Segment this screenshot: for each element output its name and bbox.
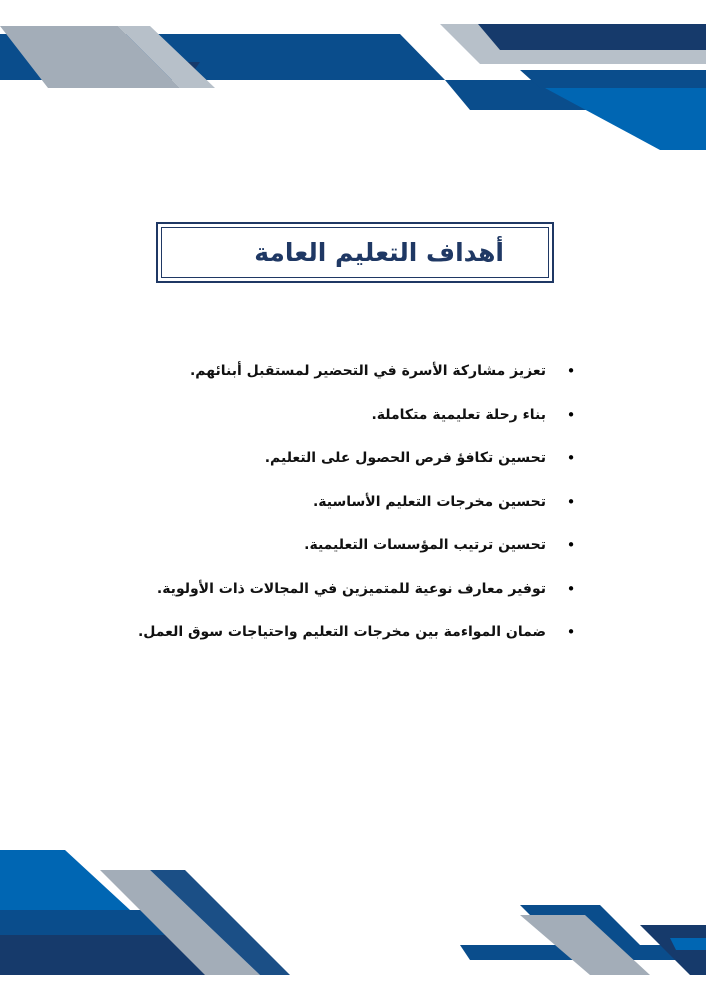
- title-box: [156, 222, 554, 283]
- bullet-icon: •: [566, 405, 576, 424]
- goal-text: ضمان المواءمة بين مخرجات التعليم واحتياجات سوق العمل.: [137, 624, 546, 640]
- goal-text: تحسين ترتيب المؤسسات التعليمية.: [304, 537, 546, 553]
- bullet-icon: •: [566, 579, 576, 598]
- list-item: [90, 404, 582, 448]
- list-item: [90, 534, 582, 578]
- goal-text: تحسين تكافؤ فرص الحصول على التعليم.: [264, 450, 546, 466]
- list-item: [90, 491, 582, 535]
- bullet-icon: •: [566, 492, 576, 511]
- list-item: [90, 578, 582, 622]
- bullet-icon: •: [566, 623, 576, 641]
- bullet-icon: •: [566, 362, 576, 380]
- bullet-icon: •: [566, 449, 576, 467]
- list-item: [90, 447, 582, 491]
- list-item: [90, 360, 582, 404]
- goal-text: توفير معارف نوعية للمتميزين في المجالات ذات الأولوية.: [156, 580, 546, 597]
- bullet-icon: •: [566, 536, 576, 554]
- goal-text: تحسين مخرجات التعليم الأساسية.: [312, 493, 546, 510]
- page-title: أهداف التعليم العامة: [254, 238, 504, 267]
- goals-list: [90, 360, 582, 665]
- goal-text: تعزيز مشاركة الأسرة في التحضير لمستقبل أبنائهم.: [189, 363, 546, 379]
- list-item: [90, 621, 582, 665]
- goal-text: بناء رحلة تعليمية متكاملة.: [371, 406, 546, 423]
